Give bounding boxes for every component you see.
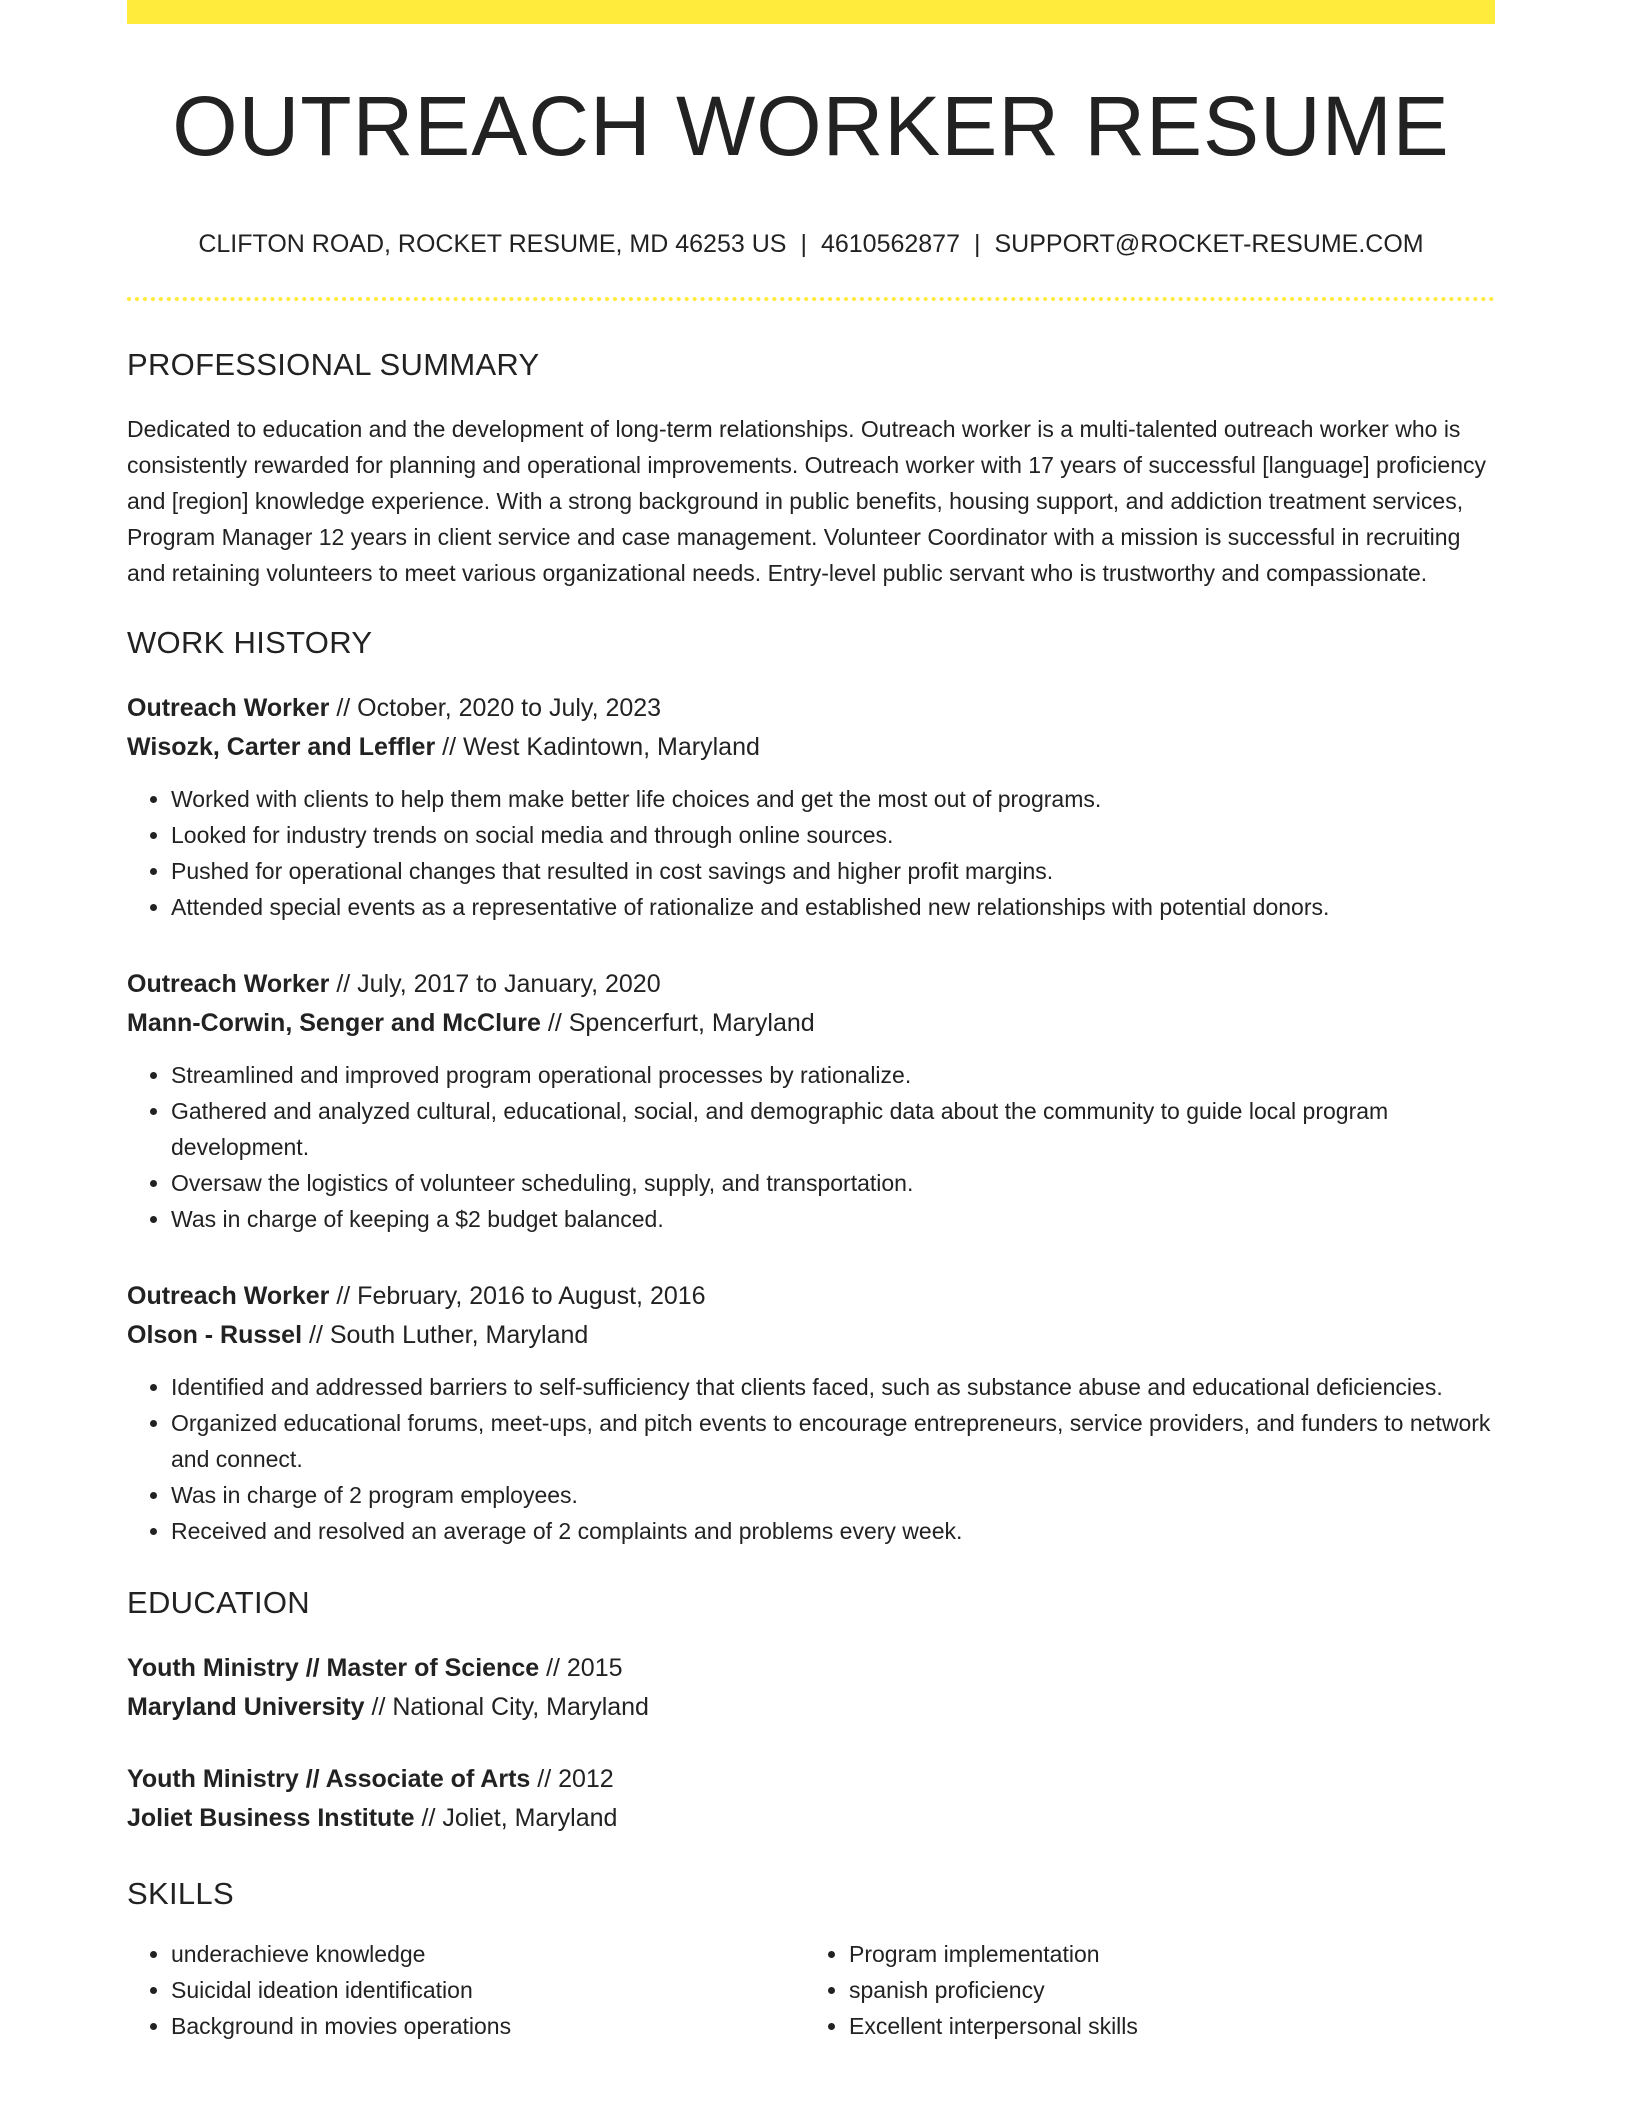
- accent-top-bar: [127, 0, 1495, 24]
- job-title: Outreach Worker: [127, 970, 330, 998]
- job-title: Outreach Worker: [127, 694, 330, 722]
- job-title: Outreach Worker: [127, 1282, 330, 1310]
- summary-text: Dedicated to education and the development of long-term relationships. Outreach worker is a multi-talented outreach worker who is consistently rewarded for planning and operational improvements. Outreach worker with 17 years of successful [language] proficiency and [region] knowledge experience. With a strong background in public benefits, housing support, and addiction treatment services, Program Manager 12 years in client service and case management. Volunteer Coordinator with a mission is successful in recruiting and retaining volunteers to meet various organizational needs. Entry-level public servant who is trustworthy and compassionate.: [127, 416, 1486, 586]
- job-bullet: • Gathered and analyzed cultural, educational, social, and demographic data about the community to guide local program development.: [171, 1093, 1495, 1165]
- job-bullets: [127, 1369, 1495, 1549]
- education-degree-line: [127, 1649, 1495, 1688]
- job-company: Olson - Russel: [127, 1321, 303, 1349]
- contact-phone: 4610562877: [820, 230, 960, 258]
- job-dates: // February, 2016 to August, 2016: [329, 1282, 706, 1310]
- education-entry: [127, 1760, 1495, 1838]
- job-bullet: • Worked with clients to help them make better life choices and get the most out of programs.: [171, 781, 1495, 817]
- job-title-line: [127, 965, 1495, 1004]
- skill-item: • Suicidal ideation identification: [171, 1972, 801, 2008]
- resume-title: OUTREACH WORKER RESUME: [172, 79, 1450, 173]
- job-bullet: • Streamlined and improved program operational processes by rationalize.: [171, 1057, 1495, 1093]
- job-bullet: • Oversaw the logistics of volunteer scheduling, supply, and transportation.: [171, 1165, 1495, 1201]
- skill-item: • Program implementation: [849, 1936, 1479, 1972]
- job-bullet: • Organized educational forums, meet-ups, and pitch events to encourage entrepreneurs, service providers, and funders to network and connect.: [171, 1405, 1495, 1477]
- job-location: // West Kadintown, Maryland: [435, 733, 760, 761]
- job-dates: // October, 2020 to July, 2023: [329, 694, 662, 722]
- education-location: // National City, Maryland: [364, 1693, 649, 1721]
- job-company: Wisozk, Carter and Leffler: [127, 733, 436, 761]
- job-bullet: • Looked for industry trends on social media and through online sources.: [171, 817, 1495, 853]
- job-company-line: [127, 1004, 1495, 1043]
- job-location: // Spencerfurt, Maryland: [540, 1009, 815, 1037]
- education-degree: Youth Ministry // Associate of Arts: [127, 1765, 531, 1793]
- job-company-line: [127, 1316, 1495, 1355]
- summary-heading: PROFESSIONAL SUMMARY: [127, 347, 540, 382]
- job-dates: // July, 2017 to January, 2020: [329, 970, 661, 998]
- education-school-line: [127, 1688, 1495, 1727]
- education-year: // 2015: [539, 1654, 623, 1682]
- job-bullet: • Pushed for operational changes that resulted in cost savings and higher profit margins.: [171, 853, 1495, 889]
- education-location: // Joliet, Maryland: [414, 1804, 618, 1832]
- job-entry: [127, 965, 1495, 1237]
- resume-page: [127, 0, 1495, 2044]
- job-bullets: [127, 781, 1495, 925]
- job-entry: [127, 1277, 1495, 1549]
- contact-email[interactable]: SUPPORT@ROCKET-RESUME.COM: [994, 230, 1424, 258]
- education-degree-line: [127, 1760, 1495, 1799]
- education-school: Maryland University: [127, 1693, 365, 1721]
- job-title-line: [127, 689, 1495, 728]
- job-bullets: [127, 1057, 1495, 1237]
- dotted-divider: [127, 297, 1495, 301]
- job-title-line: [127, 1277, 1495, 1316]
- contact-separator: |: [974, 230, 981, 258]
- job-bullet: • Was in charge of 2 program employees.: [171, 1477, 1495, 1513]
- job-location: // South Luther, Maryland: [302, 1321, 589, 1349]
- job-bullet: • Attended special events as a representative of rationalize and established new relationships with potential donors.: [171, 889, 1495, 925]
- job-bullet: • Identified and addressed barriers to self-sufficiency that clients faced, such as substance abuse and educational deficiencies.: [171, 1369, 1495, 1405]
- education-school-line: [127, 1799, 1495, 1838]
- skill-item: • underachieve knowledge: [171, 1936, 801, 1972]
- education-entry: [127, 1649, 1495, 1727]
- contact-address: CLIFTON ROAD, ROCKET RESUME, MD 46253 US: [198, 230, 787, 258]
- job-bullet: • Received and resolved an average of 2 complaints and problems every week.: [171, 1513, 1495, 1549]
- education-heading: EDUCATION: [127, 1585, 310, 1620]
- education-degree: Youth Ministry // Master of Science: [127, 1654, 540, 1682]
- job-company-line: [127, 728, 1495, 767]
- education-school: Joliet Business Institute: [127, 1804, 415, 1832]
- skill-item: • Background in movies operations: [171, 2008, 801, 2044]
- skills-heading: SKILLS: [127, 1876, 234, 1911]
- job-entry: [127, 689, 1495, 925]
- skill-item: • spanish proficiency: [849, 1972, 1479, 2008]
- skill-item: • Excellent interpersonal skills: [849, 2008, 1479, 2044]
- education-year: // 2012: [530, 1765, 614, 1793]
- skills-column-right: [801, 1936, 1479, 2044]
- skills-list: [127, 1936, 1495, 2044]
- job-company: Mann-Corwin, Senger and McClure: [127, 1009, 541, 1037]
- job-bullet: • Was in charge of keeping a $2 budget balanced.: [171, 1201, 1495, 1237]
- work-history-heading: WORK HISTORY: [127, 625, 373, 660]
- contact-line: [127, 230, 1495, 259]
- contact-separator: |: [800, 230, 807, 258]
- skills-column-left: [127, 1936, 801, 2044]
